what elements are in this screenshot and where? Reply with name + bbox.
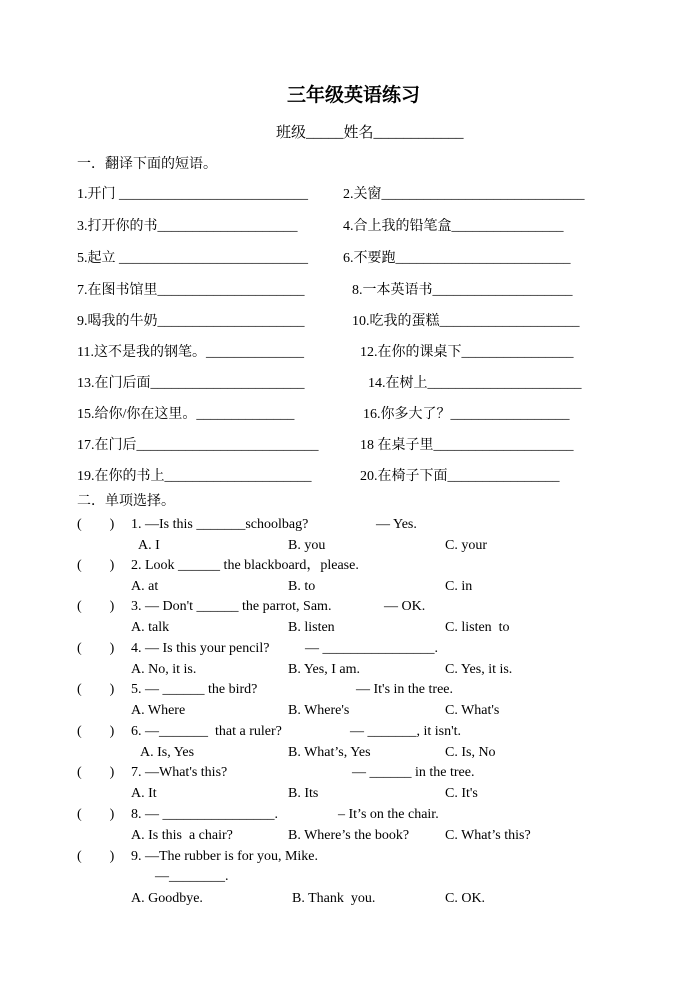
option-b: B. you [288, 538, 326, 553]
phrase-item: 4.合上我的铅笔盒________________ [343, 219, 564, 234]
option-a: A. Is this a chair? [131, 828, 233, 843]
option-b: B. Where’s the book? [288, 828, 410, 843]
option-a: A. It [131, 786, 157, 801]
phrase-item: 2.关窗_____________________________ [343, 187, 585, 202]
answer-parenthesis: ( ) [77, 724, 115, 739]
option-b: B. What’s, Yes [288, 745, 371, 760]
option-b: B. to [288, 579, 316, 594]
phrase-item: 9.喝我的牛奶_____________________ [77, 314, 305, 329]
phrase-item: 1.开门 ___________________________ [77, 187, 308, 202]
phrase-item: 16.你多大了？_________________ [363, 407, 570, 422]
question-reply: – It’s on the chair. [338, 807, 439, 822]
answer-parenthesis: ( ) [77, 599, 115, 614]
question-stem: 8. — ________________. [131, 807, 278, 822]
option-b: B. listen [288, 620, 335, 635]
question-stem: 4. — Is this your pencil? [131, 641, 270, 656]
question-reply: — Yes. [376, 517, 417, 532]
answer-parenthesis: ( ) [77, 765, 115, 780]
question-stem: 6. —_______ that a ruler? [131, 724, 282, 739]
option-c: C. in [445, 579, 473, 594]
option-c: C. your [445, 538, 487, 553]
question-reply: —________. [155, 869, 229, 884]
question-stem: 9. —The rubber is for you, Mike. [131, 849, 319, 864]
option-a: A. I [138, 538, 160, 553]
question-stem: 2. Look ______ the blackboard，please. [131, 558, 359, 573]
question-stem: 1. —Is this _______schoolbag? [131, 517, 309, 532]
phrase-item: 15.给你/你在这里。______________ [77, 407, 295, 422]
question-reply: — ______ in the tree. [352, 765, 475, 780]
option-c: C. Yes, it is. [445, 662, 513, 677]
phrase-item: 6.不要跑_________________________ [343, 251, 571, 266]
section1-heading: 一．翻译下面的短语。 [77, 157, 217, 172]
phrase-item: 12.在你的课桌下________________ [360, 345, 574, 360]
option-b: B. Yes, I am. [288, 662, 360, 677]
option-c: C. What’s this? [445, 828, 531, 843]
option-b: B. Where's [288, 703, 350, 718]
option-a: A. Is, Yes [140, 745, 195, 760]
question-reply: — OK. [384, 599, 426, 614]
class-name-line: 班级_____姓名____________ [276, 125, 464, 141]
option-c: C. It's [445, 786, 478, 801]
question-stem: 5. — ______ the bird? [131, 682, 258, 697]
phrase-item: 14.在树上______________________ [368, 376, 582, 391]
phrase-item: 11.这不是我的钢笔。______________ [77, 345, 304, 360]
phrase-item: 17.在门后__________________________ [77, 438, 319, 453]
option-a: A. at [131, 579, 159, 594]
option-c: C. OK. [445, 891, 486, 906]
option-a: A. Where [131, 703, 186, 718]
answer-parenthesis: ( ) [77, 849, 115, 864]
question-stem: 3. — Don't ______ the parrot, Sam. [131, 599, 332, 614]
phrase-item: 5.起立 ___________________________ [77, 251, 308, 266]
phrase-item: 13.在门后面______________________ [77, 376, 305, 391]
phrase-item: 19.在你的书上_____________________ [77, 469, 312, 484]
phrase-item: 20.在椅子下面________________ [360, 469, 560, 484]
question-reply: — _______, it isn't. [350, 724, 462, 739]
option-a: A. Goodbye. [131, 891, 203, 906]
answer-parenthesis: ( ) [77, 641, 115, 656]
page-title: 三年级英语练习 [287, 85, 421, 106]
option-c: C. listen to [445, 620, 510, 635]
answer-parenthesis: ( ) [77, 682, 115, 697]
option-a: A. talk [131, 620, 170, 635]
question-reply: — It's in the tree. [356, 682, 453, 697]
question-reply: — ________________. [305, 641, 438, 656]
option-a: A. No, it is. [131, 662, 197, 677]
question-stem: 7. —What's this? [131, 765, 228, 780]
phrase-item: 3.打开你的书____________________ [77, 219, 298, 234]
option-c: C. What's [445, 703, 500, 718]
answer-parenthesis: ( ) [77, 807, 115, 822]
phrase-item: 18 在桌子里____________________ [360, 438, 574, 453]
section2-heading: 二．单项选择。 [77, 494, 175, 509]
option-b: B. Thank you. [292, 891, 376, 906]
answer-parenthesis: ( ) [77, 517, 115, 532]
option-c: C. Is, No [445, 745, 496, 760]
phrase-item: 8.一本英语书____________________ [352, 283, 573, 298]
answer-parenthesis: ( ) [77, 558, 115, 573]
option-b: B. Its [288, 786, 319, 801]
phrase-item: 7.在图书馆里_____________________ [77, 283, 305, 298]
phrase-item: 10.吃我的蛋糕____________________ [352, 314, 580, 329]
